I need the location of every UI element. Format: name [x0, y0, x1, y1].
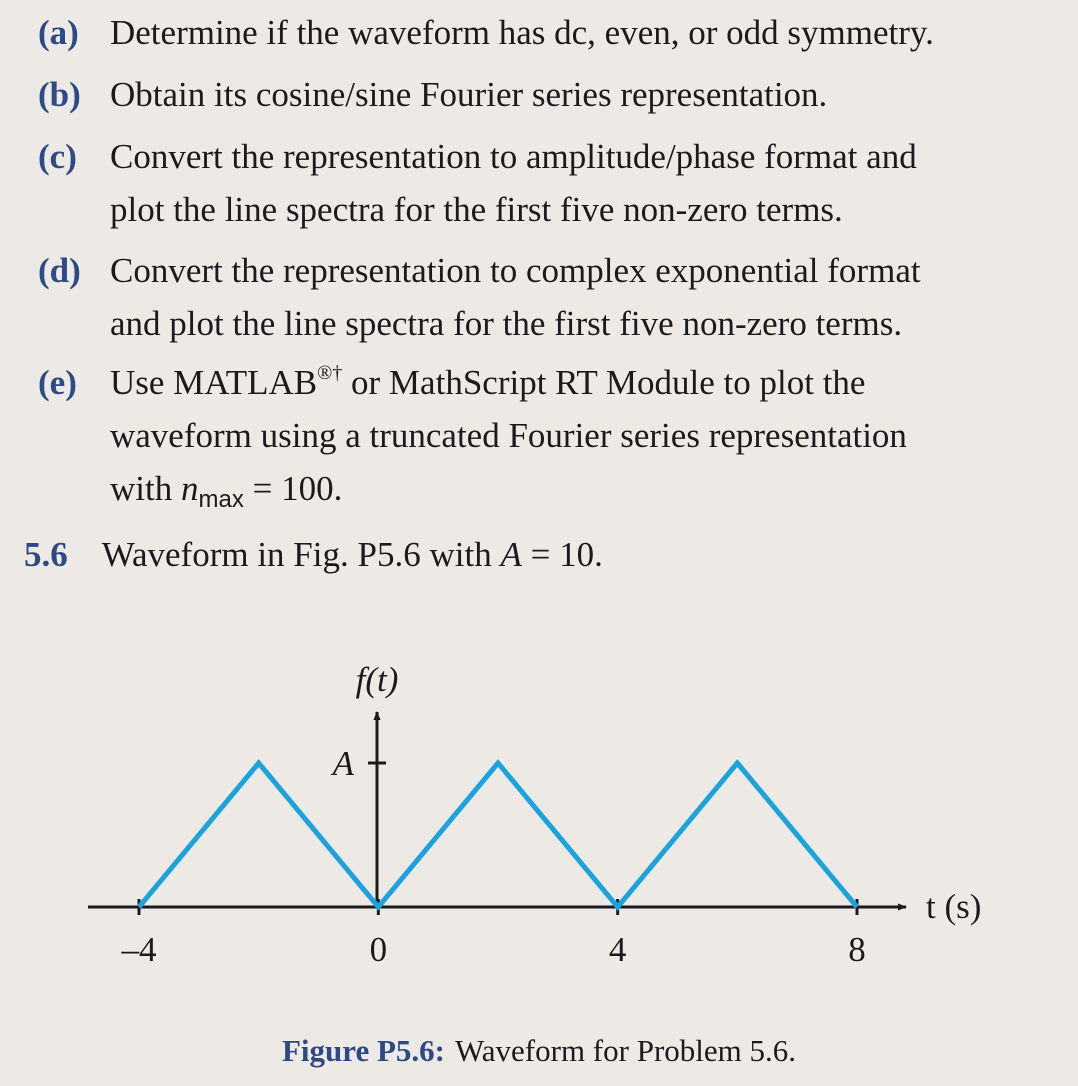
part-a-label: (a)	[38, 13, 79, 52]
n-variable: n	[180, 469, 199, 508]
part-a-text: Determine if the waveform has dc, even, or odd symmetry.	[110, 13, 934, 52]
registered-trademark-mark: ®†	[317, 362, 343, 384]
part-d-text-line2: and plot the line spectra for the first five non-zero terms.	[110, 304, 903, 343]
y-axis-label: f(t)	[355, 660, 399, 699]
part-b-label: (b)	[38, 75, 81, 114]
x-tick-label: 8	[848, 930, 866, 969]
max-subscript: max	[198, 486, 244, 513]
x-tick-label: –4	[121, 930, 157, 969]
figure-caption-text: Waveform for Problem 5.6.	[455, 1033, 796, 1068]
x-tick-label: 0	[369, 930, 388, 969]
part-c-label: (c)	[38, 137, 77, 176]
amplitude-label: A	[332, 744, 354, 783]
part-c-text-line2: plot the line spectra for the first five non-zero terms.	[110, 190, 843, 229]
figure-caption	[0, 1029, 1078, 1073]
part-e-text-line2: waveform using a truncated Fourier series representation	[110, 416, 907, 455]
waveform-figure	[0, 640, 1078, 980]
part-e-text-line3: with $n_{max} = 100$.	[110, 469, 343, 513]
part-a	[38, 6, 1068, 59]
waveform-line	[139, 763, 857, 907]
part-b-text: Obtain its cosine/sine Fourier series representation.	[110, 75, 828, 114]
part-d-text-line1: Convert the representation to complex exponential format	[110, 251, 921, 290]
part-d-label: (d)	[38, 251, 81, 290]
x-axis-label: t (s)	[926, 887, 982, 926]
problem-5-6	[24, 528, 603, 581]
part-e-label: (e)	[38, 363, 77, 402]
figure-caption-label: Figure P5.6:	[281, 1033, 445, 1068]
part-d	[38, 244, 1068, 350]
part-e	[38, 356, 1068, 515]
part-b	[38, 68, 1068, 121]
problem-number: 5.6	[24, 535, 68, 574]
part-c	[38, 130, 1068, 236]
problem-text: Waveform in Fig. P5.6 with A = 10.	[101, 535, 603, 574]
x-ticks	[121, 899, 866, 969]
part-e-text-line1: Use MATLAB®† or MathScript RT Module to plot the	[110, 362, 866, 402]
x-tick-label: 4	[608, 930, 627, 969]
a-variable: A	[500, 535, 522, 574]
part-c-text-line1: Convert the representation to amplitude/phase format and	[110, 137, 917, 176]
